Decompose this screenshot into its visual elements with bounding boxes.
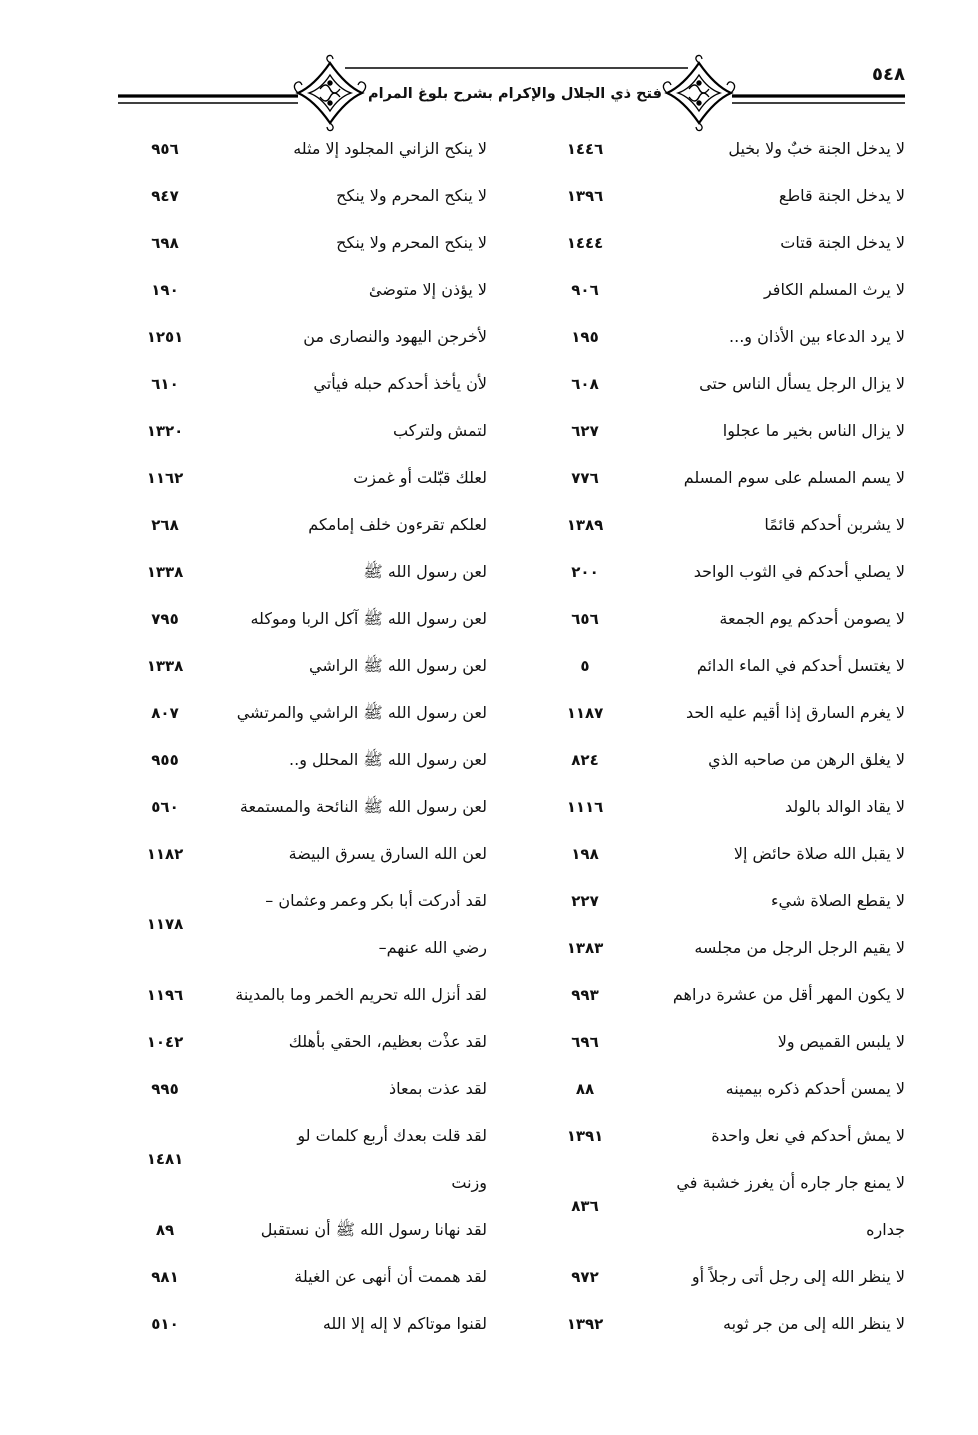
entry-page-number: ١١٦٢ xyxy=(146,468,184,487)
entry-text-line: لا يمسن أحدكم ذكره بيمينه xyxy=(725,1079,905,1098)
entry-text xyxy=(393,407,487,454)
entry-text xyxy=(780,219,905,266)
index-entry xyxy=(520,595,910,642)
entry-text xyxy=(297,1112,487,1206)
entry-text xyxy=(734,830,905,877)
entry-page-number: ١٣٩١ xyxy=(566,1126,604,1145)
index-entry xyxy=(520,501,910,548)
index-entry xyxy=(110,877,490,971)
entry-text xyxy=(313,360,487,407)
entry-page-number: ١٣٣٨ xyxy=(146,562,184,581)
entry-text-line: لا يلبس القميص ولا xyxy=(777,1032,905,1051)
entry-text xyxy=(686,689,905,736)
entry-page-number: ١١٧٨ xyxy=(146,915,184,933)
entry-text-line: لقد أنزل الله تحريم الخمر وما بالمدينة xyxy=(235,985,487,1004)
entry-page-number: ١٠٤٢ xyxy=(146,1032,184,1051)
entry-text xyxy=(676,1159,905,1253)
entry-text-line: لعن رسول الله ﷺ xyxy=(363,562,487,581)
entry-text xyxy=(684,454,905,501)
entry-text-line: لا يصومن أحدكم يوم الجمعة xyxy=(719,609,905,628)
entry-page-number: ٨٨ xyxy=(575,1079,595,1098)
entry-text-line: لا يرد الدعاء بين الأذان و... xyxy=(729,327,905,346)
entry-text-line: لا ينظر الله إلى رجل أتى رجلاً أو xyxy=(691,1267,905,1286)
entry-page-number: ٢٠٠ xyxy=(571,562,599,581)
entry-text xyxy=(240,783,487,830)
entry-text-line: لا يقاد الوالد بالولد xyxy=(785,797,905,816)
index-entry xyxy=(110,1112,490,1206)
entry-text xyxy=(785,783,905,830)
index-entry xyxy=(110,595,490,642)
index-entry xyxy=(520,125,910,172)
index-entry xyxy=(110,830,490,877)
index-entry xyxy=(520,1253,910,1300)
index-entry xyxy=(520,1065,910,1112)
entry-text-line: لا يقيم الرجل الرجل من مجلسه xyxy=(694,938,905,957)
entry-text-line: لا يغتسل أحدكم في الماء الدائم xyxy=(696,656,905,675)
entry-text-line: لا يؤذن إلا متوضئ xyxy=(368,280,487,299)
entry-page-number: ١٤٨١ xyxy=(146,1150,184,1168)
entry-text-line: لأن يأخذ أحدكم حبله فيأتي xyxy=(313,374,487,393)
entry-text-line: وزنت xyxy=(451,1173,487,1192)
entry-text-line: لعن رسول الله ﷺ النائحة والمستمعة xyxy=(239,797,487,816)
index-entry xyxy=(110,1253,490,1300)
index-entry xyxy=(110,1206,490,1253)
entry-page-number: ١٣٩٢ xyxy=(566,1314,604,1333)
entry-page-number: ٦١٠ xyxy=(151,374,179,393)
entry-page-number: ١٤٤٦ xyxy=(566,139,604,158)
entry-page-number: ٩٧٢ xyxy=(571,1267,599,1286)
entry-text xyxy=(692,1253,905,1300)
entry-page-number: ١٩٠ xyxy=(151,280,179,299)
entry-text-line: لعلك قبّلت أو غمزت xyxy=(353,468,487,487)
entry-text-line: لأخرجن اليهود والنصارى من xyxy=(303,327,487,346)
index-entry xyxy=(520,830,910,877)
entry-text xyxy=(265,877,487,971)
entry-page-number: ٩٥٥ xyxy=(151,750,179,769)
entry-text-line: لا يصلي أحدكم في الثوب الواحد xyxy=(693,562,905,581)
index-entry xyxy=(110,642,490,689)
entry-text-line: لعلكم تقرءون خلف إمامكم xyxy=(308,515,487,534)
entry-text-line: لا يدخل الجنة قتات xyxy=(780,233,905,252)
entry-page-number: ٩٩٥ xyxy=(151,1079,179,1098)
entry-text xyxy=(363,548,487,595)
index-entry xyxy=(520,1018,910,1065)
entry-text xyxy=(673,971,905,1018)
entry-text xyxy=(336,172,487,219)
entry-page-number: ٦٢٧ xyxy=(571,421,599,440)
entry-text-line: لا يدخل الجنة خبٌ ولا بخيل xyxy=(728,139,905,158)
entry-text xyxy=(309,642,487,689)
index-entry xyxy=(110,360,490,407)
entry-text-line: لقد هممت أن أنهى عن الغيلة xyxy=(294,1267,487,1286)
entry-text-line: لا ينكح المحرم ولا ينكح xyxy=(336,186,487,205)
entry-text xyxy=(369,266,487,313)
index-entry xyxy=(520,1300,910,1347)
entry-page-number: ٢٢٧ xyxy=(571,891,599,910)
entry-text-line: لا ينكح الزاني المجلود إلا مثله xyxy=(293,139,487,158)
index-entry xyxy=(110,689,490,736)
entry-page-number: ١٢٥١ xyxy=(146,327,184,346)
index-entry xyxy=(110,501,490,548)
entry-page-number: ١٩٥ xyxy=(571,327,599,346)
entry-page-number: ٥١٠ xyxy=(151,1314,179,1333)
entry-text-line: لا يكون المهر أقل من عشرة دراهم xyxy=(672,985,905,1004)
entry-page-number: ٦٩٦ xyxy=(571,1032,599,1051)
index-entry xyxy=(520,313,910,360)
running-title: فتح ذي الجلال والإكرام بشرح بلوغ المرام xyxy=(368,86,662,102)
index-entry xyxy=(110,548,490,595)
index-entry xyxy=(520,219,910,266)
entry-text xyxy=(771,877,905,924)
index-entry xyxy=(520,971,910,1018)
entry-page-number: ٩٤٧ xyxy=(151,186,179,205)
entry-text-line: لا يقبل الله صلاة حائض إلا xyxy=(733,844,905,863)
index-entry xyxy=(520,877,910,924)
entry-text xyxy=(729,313,905,360)
entry-text xyxy=(694,924,905,971)
entry-text xyxy=(289,736,487,783)
entry-text-line: لعن الله السارق يسرق البيضة xyxy=(288,844,487,863)
entry-text xyxy=(778,1018,905,1065)
entry-page-number: ٩٩٣ xyxy=(571,985,599,1004)
index-column-left xyxy=(110,125,490,1347)
entry-text-line: لقد نهانا رسول الله ﷺ أن نستقبل xyxy=(260,1220,487,1239)
index-entry xyxy=(110,266,490,313)
index-entry xyxy=(520,454,910,501)
index-column-right xyxy=(520,125,910,1347)
entry-text xyxy=(353,454,487,501)
entry-text-line: جداره xyxy=(866,1220,905,1239)
entry-text-line: لا يقطع الصلاة شيء xyxy=(771,891,905,910)
entry-page-number: ٦٥٦ xyxy=(571,609,599,628)
entry-text xyxy=(764,266,905,313)
entry-text-line: لعن رسول الله ﷺ المحلل و.. xyxy=(289,750,487,769)
entry-text-line: لقد عذْت بعظيم، الحقي بأهلك xyxy=(288,1032,487,1051)
entry-page-number: ١٣٨٩ xyxy=(566,515,604,534)
entry-text xyxy=(237,689,487,736)
entry-page-number: ١٤٤٤ xyxy=(566,233,604,252)
entry-text xyxy=(289,830,487,877)
index-entry xyxy=(110,219,490,266)
index-entry xyxy=(110,1065,490,1112)
entry-page-number: ١١٩٦ xyxy=(146,985,184,1004)
index-entry xyxy=(110,783,490,830)
entry-text xyxy=(293,125,487,172)
index-entry xyxy=(110,125,490,172)
index-entry xyxy=(110,172,490,219)
left-double-rule xyxy=(118,96,298,103)
index-entry xyxy=(520,689,910,736)
entry-text-line: لا يشربن أحدكم قائمًا xyxy=(764,515,905,534)
entry-text-line: لعن رسول الله ﷺ آكل الربا وموكله xyxy=(250,609,487,628)
entry-text-line: لا يزال الناس بخير ما عجلوا xyxy=(722,421,905,440)
entry-page-number: ١٣٢٠ xyxy=(146,421,184,440)
entry-text-line: رضي الله عنهم– xyxy=(378,938,487,957)
entry-page-number: ١١١٦ xyxy=(566,797,604,816)
index-entry xyxy=(110,407,490,454)
entry-text-line: لعن رسول الله ﷺ الراشي والمرتشي xyxy=(236,703,487,722)
entry-page-number: ٩٨١ xyxy=(151,1267,179,1286)
index-entry xyxy=(520,266,910,313)
entry-page-number: ٧٩٥ xyxy=(151,609,179,628)
entry-text xyxy=(697,642,905,689)
index-entry xyxy=(110,313,490,360)
entry-page-number: ٧٧٦ xyxy=(571,468,599,487)
entry-text xyxy=(303,313,487,360)
entry-text xyxy=(708,736,905,783)
ornament-left-icon xyxy=(294,55,365,130)
entry-text-line: لا يمش أحدكم في نعل واحدة xyxy=(711,1126,905,1145)
entry-text-line: لا يسم المسلم على سوم المسلم xyxy=(683,468,905,487)
entry-text xyxy=(261,1206,487,1253)
entry-text-line: لا يدخل الجنة قاطع xyxy=(778,186,905,205)
entry-text xyxy=(764,501,905,548)
index-entry xyxy=(520,407,910,454)
entry-text xyxy=(726,1065,905,1112)
entry-text xyxy=(779,172,905,219)
entry-text xyxy=(250,595,487,642)
page-number: ٥٤٨ xyxy=(872,64,905,85)
entry-page-number: ٨٣٦ xyxy=(571,1197,599,1215)
entry-text xyxy=(719,595,905,642)
entry-page-number: ٩٠٦ xyxy=(571,280,599,299)
entry-text xyxy=(308,501,487,548)
entry-text-line: لا ينظر الله إلى من جر ثوبه xyxy=(723,1314,905,1333)
entry-text-line: لقد عذت بمعاذ xyxy=(389,1079,487,1098)
entry-page-number: ١٣٣٨ xyxy=(146,656,184,675)
ornament-right-icon xyxy=(663,55,734,130)
index-entry xyxy=(520,1159,910,1253)
entry-page-number: ٦٩٨ xyxy=(151,233,179,252)
entry-text-line: لا يغرم السارق إذا أقيم عليه الحد xyxy=(685,703,905,722)
entry-text xyxy=(235,971,487,1018)
entry-text xyxy=(723,1300,905,1347)
header-ornament-band xyxy=(0,0,978,135)
entry-text xyxy=(694,548,905,595)
index-entry xyxy=(110,971,490,1018)
entry-text xyxy=(699,360,905,407)
index-entry xyxy=(520,783,910,830)
index-entry xyxy=(520,172,910,219)
entry-page-number: ٥ xyxy=(580,656,590,675)
entry-text-line: لقد قلت بعدك أربع كلمات لو xyxy=(297,1126,487,1145)
entry-page-number: ٩٥٦ xyxy=(151,139,179,158)
entry-page-number: ٢٦٨ xyxy=(151,515,179,534)
index-entry xyxy=(110,1300,490,1347)
index-entry xyxy=(520,924,910,971)
entry-page-number: ٨٠٧ xyxy=(151,703,179,722)
index-entry xyxy=(520,360,910,407)
entry-text-line: لعن رسول الله ﷺ الراشي xyxy=(309,656,487,675)
entry-text-line: لقد أدركت أبا بكر وعمر وعثمان – xyxy=(265,891,487,910)
index-entry xyxy=(520,548,910,595)
entry-page-number: ١١٨٧ xyxy=(566,703,604,722)
entry-text xyxy=(323,1300,487,1347)
entry-text-line: لا يرث المسلم الكافر xyxy=(763,280,905,299)
entry-text xyxy=(289,1018,487,1065)
entry-text xyxy=(728,125,905,172)
entry-page-number: ٨٢٤ xyxy=(571,750,599,769)
entry-text xyxy=(723,407,905,454)
right-double-rule xyxy=(732,96,905,103)
entry-text xyxy=(711,1112,905,1159)
index-entry xyxy=(520,642,910,689)
index-entry xyxy=(110,454,490,501)
entry-page-number: ١٩٨ xyxy=(571,844,599,863)
entry-page-number: ٨٩ xyxy=(155,1220,175,1239)
entry-text-line: لا يغلق الرهن من صاحبه الذي xyxy=(708,750,905,769)
entry-page-number: ١٣٩٦ xyxy=(566,186,604,205)
entry-text xyxy=(389,1065,487,1112)
entry-page-number: ٦٠٨ xyxy=(571,374,599,393)
entry-text-line: لا يمنع جار جاره أن يغرز خشبة في xyxy=(676,1173,905,1192)
entry-text-line: لا ينكح المحرم ولا ينكح xyxy=(336,233,487,252)
entry-text xyxy=(336,219,487,266)
index-entry xyxy=(520,736,910,783)
entry-page-number: ١٣٨٣ xyxy=(566,938,604,957)
entry-page-number: ١١٨٢ xyxy=(146,844,184,863)
entry-text xyxy=(294,1253,487,1300)
entry-text-line: لا يزال الرجل يسأل الناس حتى xyxy=(699,374,905,393)
index-entry xyxy=(520,1112,910,1159)
entry-text-line: لقنوا موتاكم لا إله إلا الله xyxy=(322,1314,487,1333)
entry-page-number: ٥٦٠ xyxy=(151,797,179,816)
entry-text-line: لتمش ولتركب xyxy=(392,421,487,440)
index-entry xyxy=(110,736,490,783)
index-entry xyxy=(110,1018,490,1065)
